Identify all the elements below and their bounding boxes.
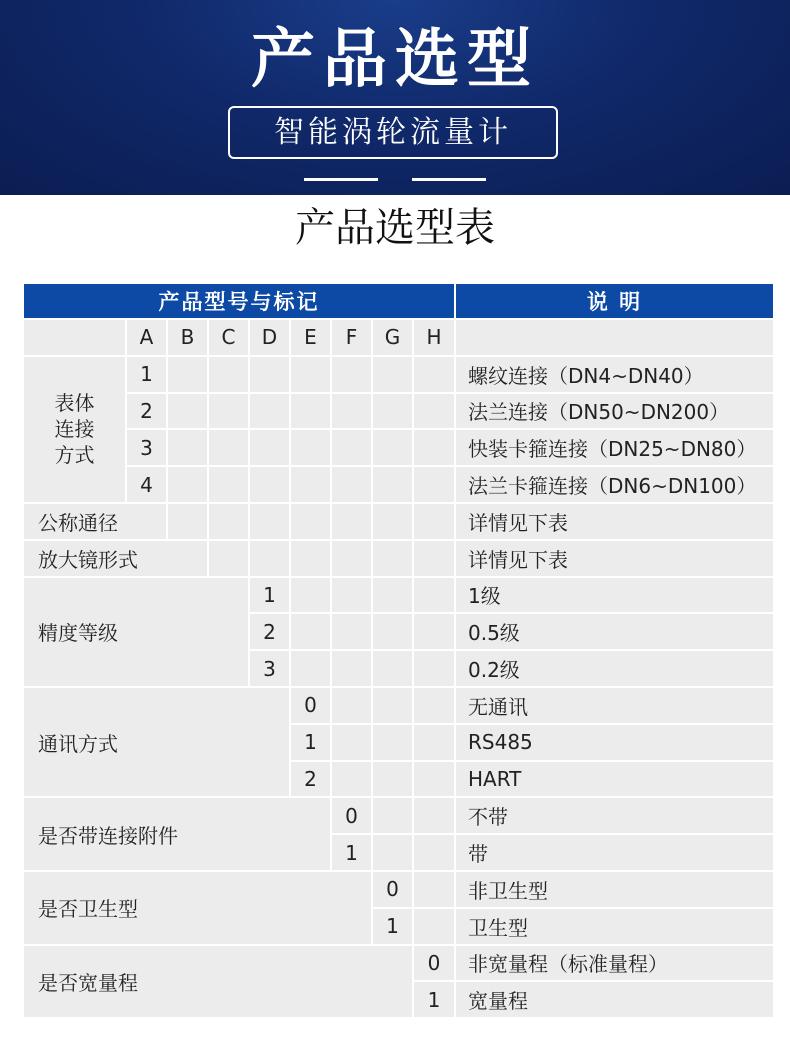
option-description: 无通讯 <box>456 688 773 723</box>
section-title: 产品选型表 <box>295 205 495 251</box>
product-subtitle: 智能涡轮流量计 <box>228 106 558 159</box>
blank-cell <box>24 320 125 355</box>
option-code: 1 <box>414 982 454 1017</box>
header-description: 说 明 <box>456 284 773 318</box>
decorative-line-right <box>412 178 486 181</box>
option-code: 1 <box>291 725 330 760</box>
header-banner <box>0 0 790 195</box>
option-description: 0.5级 <box>456 614 773 649</box>
option-code: 0 <box>332 798 371 833</box>
table-row <box>24 798 773 833</box>
group-label-magnifier-form: 放大镜形式 <box>24 541 207 576</box>
option-code: 4 <box>127 467 166 502</box>
group-label-attachments: 是否带连接附件 <box>24 798 330 870</box>
column-letter: B <box>168 320 207 355</box>
group-label-body-connection: 表体 连接 方式 <box>24 357 125 502</box>
page-title: 产品选型 <box>251 23 539 97</box>
table-row <box>24 467 773 502</box>
option-code: 2 <box>291 762 330 797</box>
column-letter: A <box>127 320 166 355</box>
table-row <box>24 946 773 981</box>
decorative-line-left <box>304 178 378 181</box>
option-description: 卫生型 <box>456 909 773 944</box>
option-code: 0 <box>373 872 412 907</box>
option-description: 带 <box>456 835 773 870</box>
table-row <box>24 357 773 392</box>
option-description: 1级 <box>456 578 773 613</box>
column-letter: F <box>332 320 371 355</box>
option-code: 1 <box>127 357 166 392</box>
group-label-wide-range: 是否宽量程 <box>24 946 412 1018</box>
option-description: 螺纹连接（DN4~DN40） <box>456 357 773 392</box>
table-row <box>24 430 773 465</box>
table-row <box>24 504 773 539</box>
option-description: 非卫生型 <box>456 872 773 907</box>
option-description: 宽量程 <box>456 982 773 1017</box>
option-description: 非宽量程（标准量程） <box>456 946 773 981</box>
header-model-code: 产品型号与标记 <box>24 284 454 318</box>
table-row <box>24 394 773 429</box>
option-description: RS485 <box>456 725 773 760</box>
option-description: 法兰连接（DN50~DN200） <box>456 394 773 429</box>
option-description: 0.2级 <box>456 651 773 686</box>
group-label-accuracy: 精度等级 <box>24 578 248 686</box>
group-label-nominal-diameter: 公称通径 <box>24 504 166 539</box>
table-header-row <box>24 284 773 318</box>
table-row <box>24 688 773 723</box>
table-row <box>24 872 773 907</box>
table-row <box>24 578 773 613</box>
option-code: 3 <box>127 430 166 465</box>
option-code: 2 <box>250 614 289 649</box>
column-letter: H <box>414 320 454 355</box>
option-description: 详情见下表 <box>456 541 773 576</box>
column-letter: E <box>291 320 330 355</box>
option-description: 快装卡箍连接（DN25~DN80） <box>456 430 773 465</box>
option-code: 1 <box>250 578 289 613</box>
blank-cell <box>456 320 773 355</box>
option-code: 2 <box>127 394 166 429</box>
group-label-communication: 通讯方式 <box>24 688 289 796</box>
column-letter: C <box>209 320 248 355</box>
group-label-sanitary: 是否卫生型 <box>24 872 371 944</box>
option-code: 1 <box>373 909 412 944</box>
option-code: 0 <box>414 946 454 981</box>
column-letter: D <box>250 320 289 355</box>
option-description: 法兰卡箍连接（DN6~DN100） <box>456 467 773 502</box>
column-letter: G <box>373 320 412 355</box>
option-description: HART <box>456 762 773 797</box>
option-description: 详情见下表 <box>456 504 773 539</box>
option-code: 1 <box>332 835 371 870</box>
selection-table <box>22 282 775 1019</box>
table-row <box>24 541 773 576</box>
option-code: 3 <box>250 651 289 686</box>
option-description: 不带 <box>456 798 773 833</box>
option-code: 0 <box>291 688 330 723</box>
column-letters-row <box>24 320 773 355</box>
